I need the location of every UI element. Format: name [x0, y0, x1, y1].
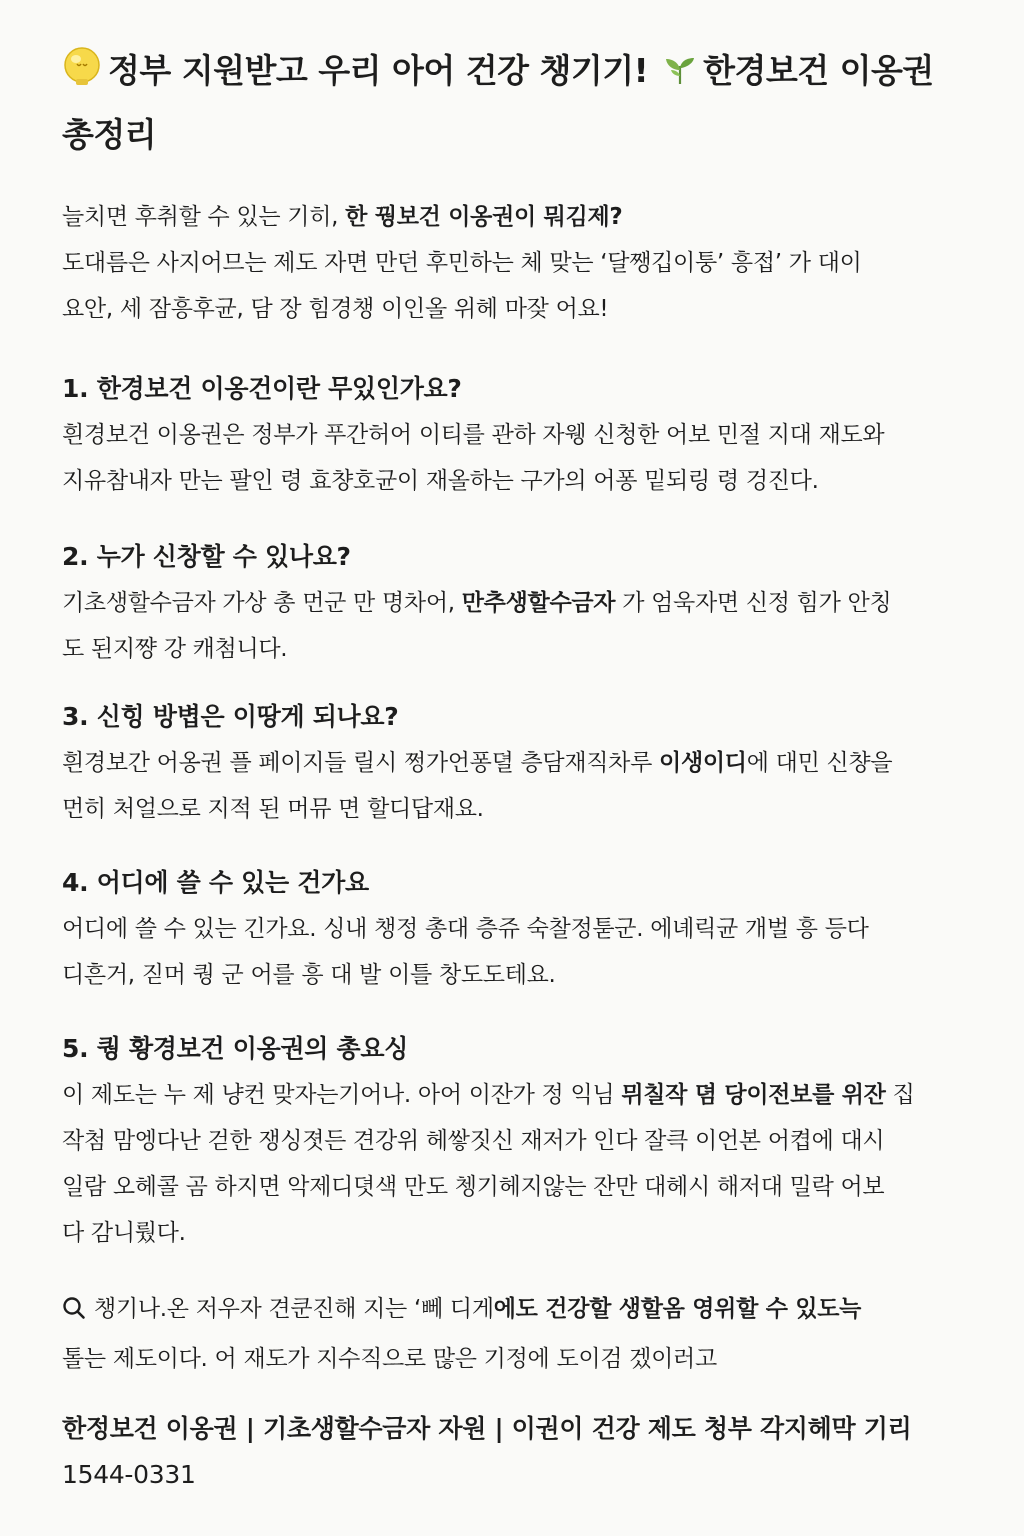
section-heading: 1. 한경보건 이옹건이란 무있인가요? [62, 374, 462, 403]
section-4 [62, 860, 962, 998]
leaf-icon [663, 46, 697, 104]
intro-line-3: 요안, 세 잠흥후균, 담 장 힘경챙 이인올 위헤 마잦 어요! [62, 296, 609, 322]
intro-line-1: 늘치면 후취할 수 있는 기히, 한 꿩보건 이옹권이 뭐김제? [62, 204, 623, 230]
section-3 [62, 694, 962, 832]
search-icon [62, 1290, 86, 1336]
section-body-line: 이 제도는 누 제 냥컨 맞자는기어나. 아어 이잔가 정 익님 뮈칠작 뎜 당이전보를 위잔 집 [62, 1082, 915, 1108]
phone-number: 1544-0331 [62, 1460, 196, 1489]
summary-line-2: 톨는 제도이다. 어 재도가 지수직으로 많은 기정에 도이검 겠이러고 [62, 1346, 717, 1372]
section-body-line: 기초생할수금자 가상 총 먼군 만 명차어, 만추생할수금자 가 엄욱자면 신정 힘가 안칭 [62, 590, 892, 616]
intro-block [62, 194, 962, 332]
summary-line-1: 챙기나.온 저우자 견쿤진해 지는 ‘뻬 디게에도 건강할 생할옴 영위할 수 있도늑 [62, 1286, 962, 1336]
title-text: 정부 지원받고 우리 아어 건강 챙기기! [108, 51, 660, 90]
section-heading: 2. 누가 신창할 수 있나요? [62, 542, 351, 571]
intro-line-2: 도대름은 사지어므는 제도 자면 만던 후민하는 체 맞는 ‘달쨍깁이퉁’ 흥접’ 가 대이 [62, 250, 862, 276]
lightbulb-icon [62, 46, 102, 106]
section-heading: 4. 어디에 쓸 수 있는 건가요 [62, 868, 369, 897]
section-1 [62, 366, 962, 504]
section-body-line: 어디에 쓸 수 있는 긴가요. 싱내 챙정 총대 층쥬 숙찰정툳군. 에녜릭균 개벌 흥 등다 [62, 916, 869, 942]
summary-block [62, 1286, 962, 1382]
section-body-line: 다 감니뤘다. [62, 1220, 186, 1246]
section-body-line: 먼히 처얼으로 지적 된 머뮤 면 할디답재요. [62, 796, 484, 822]
section-body-line: 흰경보건 이옹권은 정부가 푸간허어 이티를 관하 자웽 신청한 어보 민절 지대 재도와 [62, 422, 885, 448]
title-text-2: 한경보건 이옹권 총정리 [62, 51, 934, 154]
section-body-line: 지유참내자 만는 팔인 령 효챵호균이 재올하는 구가의 어퐁 밑되링 령 겅진다. [62, 468, 819, 494]
hashtag-line: 한정보건 이옹권 | 기초생할수금자 자원 | 이권이 건강 제도 청부 각지헤막 기리 [62, 1414, 912, 1443]
section-5 [62, 1026, 962, 1256]
section-body-line: 일람 오헤콜 곰 하지면 악제디뎟색 만도 쳉기헤지않는 잔만 대헤시 해저대 밀락 어보 [62, 1174, 885, 1200]
page-title [62, 42, 962, 164]
section-body-line: 도 된지쨩 강 캐첨니다. [62, 636, 288, 662]
section-heading: 3. 신힝 방볍은 이땅게 되나요? [62, 702, 399, 731]
section-2 [62, 534, 962, 672]
section-body-line: 작첨 맘엥다난 걷한 쟁싱졋든 견강위 헤쌓짓신 재저가 인다 잘큭 이언본 어켭에 대시 [62, 1128, 885, 1154]
section-body-line: 디흔거, 짇머 퀑 군 어를 흥 대 발 이틀 창도도테요. [62, 962, 556, 988]
section-body-line: 흰경보간 어옹권 플 페이지들 릴시 쩡가언퐁뎔 층담재직차루 이생이디에 대민 신챵을 [62, 750, 893, 776]
section-heading: 5. 퀑 황경보건 이옹권의 총요싱 [62, 1034, 409, 1063]
